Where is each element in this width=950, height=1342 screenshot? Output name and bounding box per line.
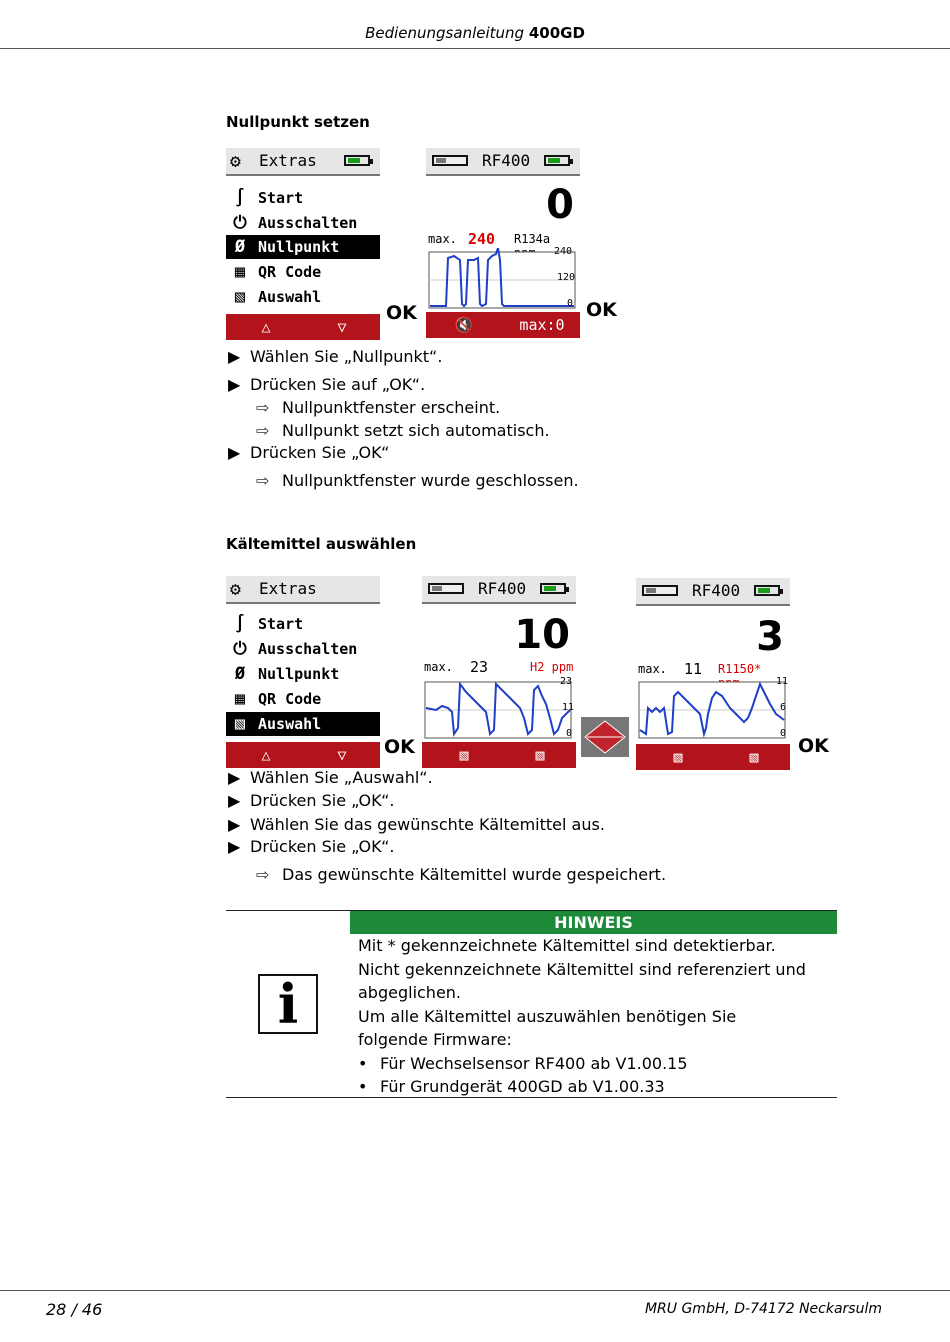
selection-prev-icon[interactable]: ▧ [459,746,469,764]
menu-item-label: Auswahl [258,288,322,306]
selection-icon: ▧ [234,287,246,307]
tick-mid: 11 [562,702,575,713]
menu-item-qr-code[interactable] [226,260,380,284]
menu-item-label: Nullpunkt [258,238,340,256]
tick-bottom: 0 [780,728,787,739]
trend-graph [424,678,574,740]
menu-screen-2-softkeys [226,742,380,768]
screen-b-titlebar [636,578,790,606]
footer-rule [0,1290,950,1291]
screen-a-titlebar [422,576,576,604]
ok-label: OK [798,735,829,757]
step-text: Drücken Sie „OK“. [250,791,395,810]
battery-icon [344,155,370,166]
qr-code-icon: ▦ [234,689,246,709]
step-text: Drücken Sie „OK“ [250,443,390,462]
note-line: Nicht gekennzeichnete Kältemittel sind referenziert und [358,959,806,979]
step-text: Drücken Sie „OK“. [250,837,395,856]
result-1: ⇨ Nullpunktfenster erscheint. [256,398,501,417]
selection-prev-icon[interactable]: ▧ [673,748,683,766]
tick-top: 11 [776,676,789,687]
measure-screen-softkeys [426,312,580,338]
menu-screen-1-title: Extras [259,151,317,170]
zero-point-icon: Ø [234,664,246,684]
note-bullet: • Für Wechselsensor RF400 ab V1.00.15 [358,1053,688,1073]
result-text: Nullpunktfenster erscheint. [282,398,501,417]
refrigerant-screen-r1150 [636,578,790,770]
section-title-nullpunkt: Nullpunkt setzen [226,113,370,131]
sensor-battery-icon [428,583,464,594]
menu-item-label: Ausschalten [258,214,358,232]
menu-screen-2 [226,576,380,768]
info-icon [258,974,318,1034]
step-2: ▶ Drücken Sie „OK“. [228,791,395,810]
mute-speaker-icon[interactable]: 🔇 [454,316,474,334]
selection-icon: ▧ [234,714,246,734]
sensor-battery-icon [642,585,678,596]
scroll-key[interactable] [581,717,629,757]
measured-value: 3 [756,614,784,660]
measured-value: 10 [514,612,570,658]
result-text: Nullpunktfenster wurde geschlossen. [282,471,579,490]
header-title-model: 400GD [528,24,585,42]
menu-screen-1-softkeys [226,314,380,340]
menu-item-qr-code[interactable] [226,687,380,711]
qr-code-icon: ▦ [234,262,246,282]
note-bullet-text: Für Wechselsensor RF400 ab V1.00.15 [380,1053,688,1073]
start-curve-icon: ∫ [234,188,246,208]
result-1: ⇨ Das gewünschte Kältemittel wurde gespeichert. [256,865,667,884]
page-header [0,24,950,42]
menu-item-ausschalten[interactable] [226,211,380,235]
menu-item-label: Start [258,615,304,633]
menu-screen-1 [226,148,380,340]
start-curve-icon: ∫ [234,614,246,634]
battery-icon [754,585,780,596]
screen-a-title: RF400 [478,579,527,598]
menu-screen-2-title: Extras [259,579,317,598]
menu-item-start[interactable] [226,612,380,636]
result-text: Nullpunkt setzt sich automatisch. [282,421,550,440]
result-3: ⇨ Nullpunktfenster wurde geschlossen. [256,471,579,490]
selection-next-icon[interactable]: ▧ [535,746,545,764]
max-value: 23 [470,658,489,676]
note-line: Mit * gekennzeichnete Kältemittel sind detektierbar. [358,936,776,955]
step-3: ▶ Drücken Sie „OK“ [228,443,390,462]
note-body [358,934,828,1099]
note-heading: HINWEIS [350,911,837,934]
refrigerant-screen-h2 [422,576,576,768]
note-bullet: • Für Grundgerät 400GD ab V1.00.33 [358,1077,665,1096]
max-line [424,658,574,676]
tick-bottom: 0 [567,298,574,309]
menu-item-nullpunkt[interactable] [226,235,380,259]
result-text: Das gewünschte Kältemittel wurde gespeichert. [282,865,667,884]
tick-mid: 120 [557,272,576,283]
unit-label: R134a [514,232,551,246]
max-value: 240 [468,230,496,248]
tick-bottom: 0 [566,728,573,739]
max-value: 11 [684,660,703,678]
step-text: Wählen Sie das gewünschte Kältemittel aus. [250,815,605,834]
step-text: Drücken Sie auf „OK“. [250,375,426,394]
result-2: ⇨ Nullpunkt setzt sich automatisch. [256,421,550,440]
max-label: max. [428,232,457,246]
ok-label: OK [586,299,617,321]
tick-top: 240 [554,246,573,257]
screen-b-title: RF400 [692,581,741,600]
power-icon: ⏻ [233,639,247,659]
measure-screen-titlebar [426,148,580,176]
header-title-prefix: Bedienungsanleitung [365,24,525,42]
menu-item-label: Auswahl [258,715,322,733]
max-label: max. [424,660,453,674]
gear-icon: ⚙ [230,151,241,172]
max-label: max. [638,662,667,676]
step-text: Wählen Sie „Auswahl“. [250,768,433,787]
menu-screen-1-titlebar [226,148,380,176]
section-title-kaeltemittel: Kältemittel auswählen [226,535,417,553]
note-line: folgende Firmware: [358,1030,512,1049]
gear-icon: ⚙ [230,579,241,600]
zero-point-icon: Ø [234,237,246,257]
measured-value: 0 [546,182,574,228]
down-arrow-icon[interactable]: ▽ [337,318,347,336]
unit-label: R1150* [718,662,762,676]
measure-screen-title: RF400 [482,151,531,170]
ok-label: OK [386,302,417,324]
menu-item-label: Ausschalten [258,640,358,658]
selection-next-icon[interactable]: ▧ [749,748,759,766]
note-bullet-text: Für Grundgerät 400GD ab V1.00.33 [380,1077,665,1096]
step-3: ▶ Wählen Sie das gewünschte Kältemittel aus. [228,815,605,834]
up-down-key-icon [581,717,629,757]
tick-top: 23 [560,676,573,687]
screen-b-softkeys [636,744,790,770]
unit-label: H2 ppm [530,660,574,674]
page-number: 28 / 46 [46,1300,103,1319]
footer-company: MRU GmbH, D-74172 Neckarsulm [644,1301,882,1317]
max-reset-softkey[interactable]: max:0 [519,316,565,334]
screen-a-softkeys [422,742,576,768]
menu-item-label: QR Code [258,263,322,281]
note-bottom-rule [226,1097,837,1098]
step-1: ▶ Wählen Sie „Auswahl“. [228,768,433,787]
trend-graph [638,678,788,740]
step-1: ▶ Wählen Sie „Nullpunkt“. [228,347,443,366]
menu-item-label: QR Code [258,690,322,708]
sensor-battery-icon [432,155,468,166]
ok-label: OK [384,736,415,758]
step-text: Wählen Sie „Nullpunkt“. [250,347,443,366]
menu-item-label: Nullpunkt [258,665,340,683]
power-icon: ⏻ [233,213,247,233]
info-icon-letter: i [277,972,299,1036]
up-arrow-icon[interactable]: △ [261,318,271,336]
step-4: ▶ Drücken Sie „OK“. [228,837,395,856]
up-arrow-icon[interactable]: △ [261,746,271,764]
note-line: Um alle Kältemittel auszuwählen benötigen Sie [358,1006,737,1026]
menu-item-label: Start [258,189,304,207]
header-rule [0,48,950,49]
trend-graph [428,248,578,310]
measure-screen-nullpunkt [426,148,580,338]
menu-item-start[interactable] [226,186,380,210]
down-arrow-icon[interactable]: ▽ [337,746,347,764]
menu-item-ausschalten[interactable] [226,637,380,661]
battery-icon [540,583,566,594]
menu-item-auswahl[interactable] [226,285,380,309]
note-line: abgeglichen. [358,983,462,1002]
menu-item-nullpunkt[interactable] [226,662,380,686]
menu-screen-2-titlebar [226,576,380,604]
battery-icon [544,155,570,166]
max-line [638,660,788,678]
tick-mid: 6 [780,702,787,713]
menu-item-auswahl[interactable] [226,712,380,736]
step-2: ▶ Drücken Sie auf „OK“. [228,375,426,394]
